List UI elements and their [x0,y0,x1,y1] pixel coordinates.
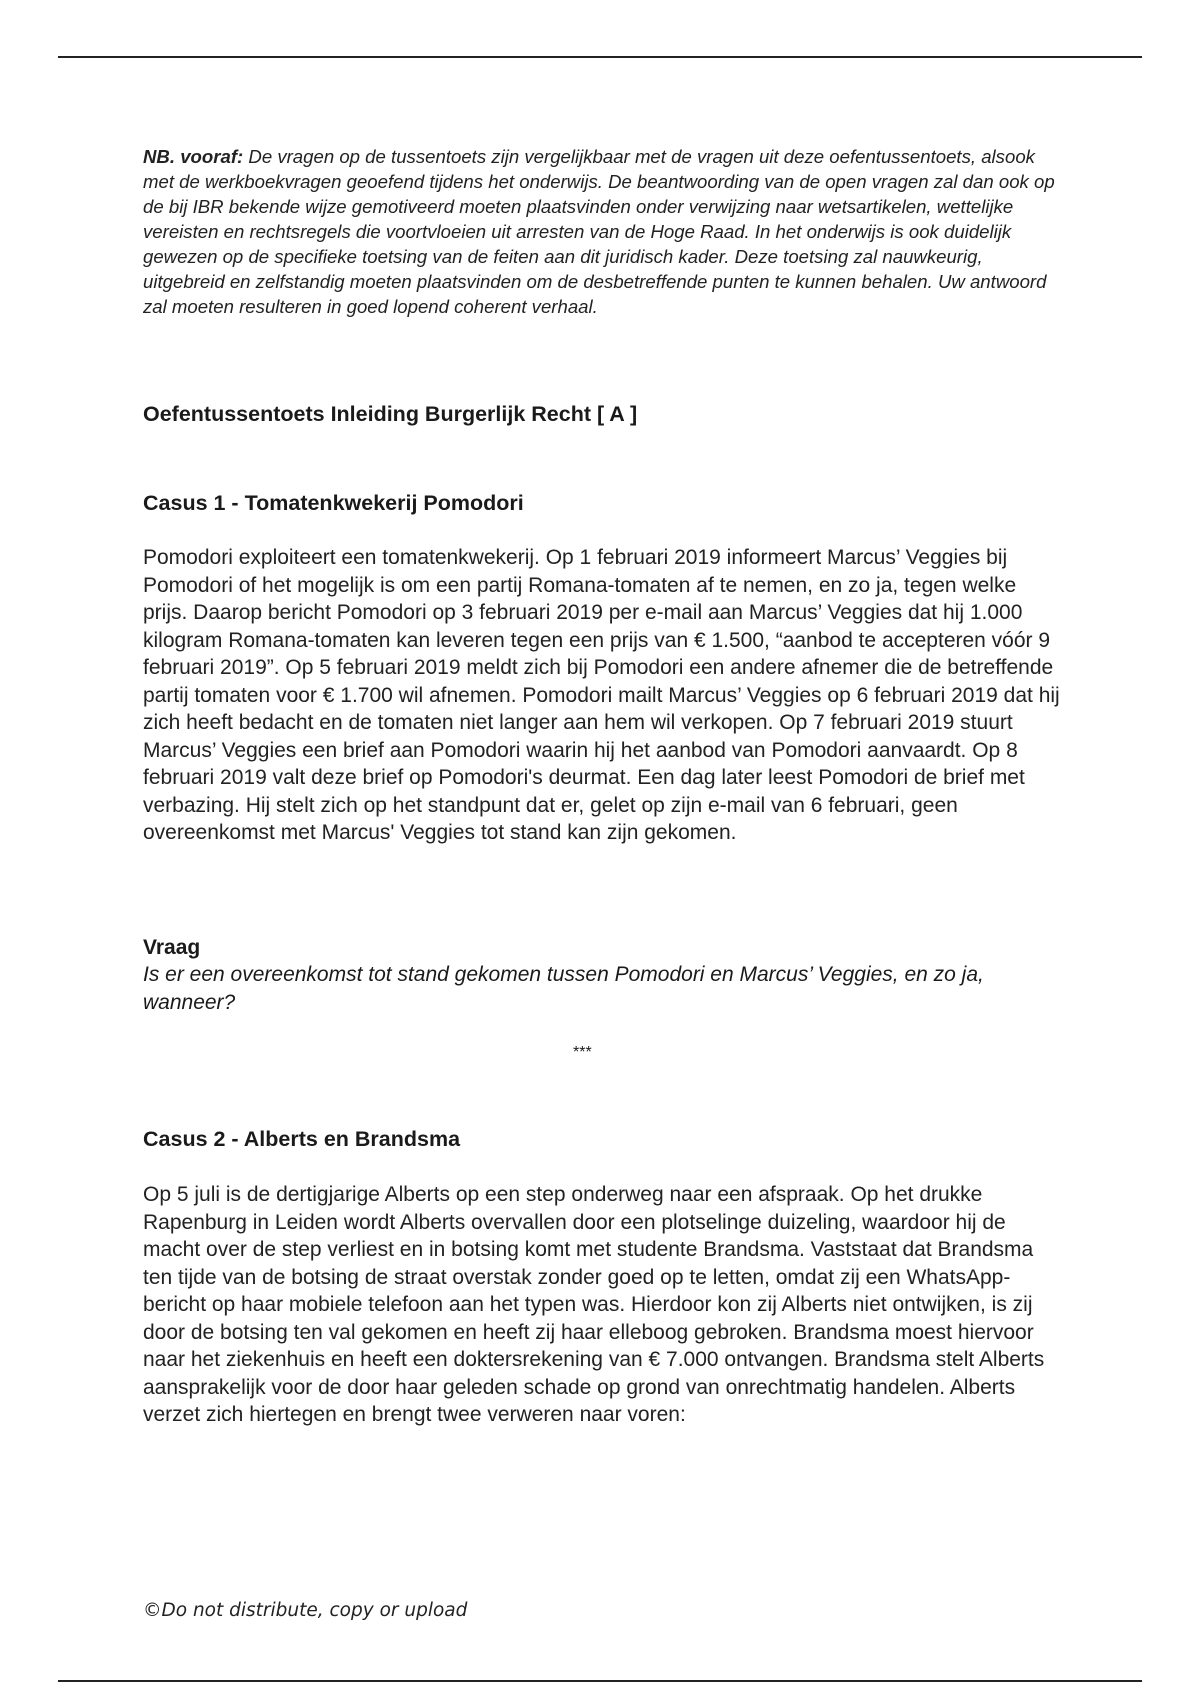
case1-question: Is er een overeenkomst tot stand gekomen tussen Pomodori en Marcus’ Veggies, en zo ja, wanneer? [143,963,984,1014]
case1-body: Pomodori exploiteert een tomatenkwekerij. Op 1 februari 2019 informeert Marcus’ Veggies bij Pomodori of het mogelijk is om een partij Romana-tomaten af te nemen, en zo ja, tegen welke prijs. Daarop bericht Pomodori op 3 februari 2019 per e-mail aan Marcus’ Veggies dat hij 1.000 kilogram Romana-tomaten kan leveren tegen een prijs van € 1.500, “aanbod te accepteren vóór 9 februari 2019”. Op 5 februari 2019 meldt zich bij Pomodori een andere afnemer die de betreffende partij tomaten voor € 1.700 wil afnemen. Pomodori mailt Marcus’ Veggies op 6 februari 2019 dat hij zich heeft bedacht en de tomaten niet langer aan hem wil verkopen. Op 7 februari 2019 stuurt Marcus’ Veggies een brief aan Pomodori waarin hij het aanbod van Pomodori aanvaardt. Op 8 februari 2019 valt deze brief op Pomodori's deurmat. Een dag later leest Pomodori de brief met verbazing. Hij stelt zich op het standpunt dat er, gelet op zijn e-mail van 6 februari, geen overeenkomst met Marcus' Veggies tot stand kan zijn gekomen. [143,546,1060,844]
footer-notice: ©Do not distribute, copy or upload [143,1600,468,1621]
section-separator: *** [573,1044,592,1061]
top-rule [58,56,1142,58]
case1-title: Casus 1 - Tomatenkwekerij Pomodori [143,491,524,515]
case2-body: Op 5 juli is de dertigjarige Alberts op een step onderweg naar een afspraak. Op het drukke Rapenburg in Leiden wordt Alberts overvallen door een plotselinge duizeling, waardoor hij de macht over de step verliest en in botsing komt met studente Brandsma. Vaststaat dat Brandsma ten tijde van de botsing de straat overstak zonder goed op te letten, omdat zij een WhatsApp-bericht op haar mobiele telefoon aan het typen was. Hierdoor kon zij Alberts niet ontwijken, is zij door de botsing ten val gekomen en heeft zij haar elleboog gebroken. Brandsma moest hiervoor naar het ziekenhuis en heeft een doktersrekening van € 7.000 ontvangen. Brandsma stelt Alberts aansprakelijk voor de door haar geleden schade op grond van onrechtmatig handelen. Alberts verzet zich hiertegen en brengt twee verweren naar voren: [143,1183,1045,1426]
intro-label: NB. vooraf: [143,146,244,167]
document-title: Oefentussentoets Inleiding Burgerlijk Recht [ A ] [143,402,638,426]
intro-note [143,144,1063,319]
case2-title: Casus 2 - Alberts en Brandsma [143,1127,461,1151]
page-content [143,144,1063,1426]
case1-question-label: Vraag [143,936,201,959]
bottom-rule [58,1680,1142,1682]
intro-text: De vragen op de tussentoets zijn vergelijkbaar met de vragen uit deze oefentussentoets, alsook met de werkboekvragen geoefend tijdens het onderwijs. De beantwoording van de open vragen zal dan ook op de bij IBR bekende wijze gemotiveerd moeten plaatsvinden onder verwijzing naar wetsartikelen, wettelijke vereisten en rechtsregels die voortvloeien uit arresten van de Hoge Raad. In het onderwijs is ook duidelijk gewezen op de specifieke toetsing van de feiten aan dit juridisch kader. Deze toetsing zal nauwkeurig, uitgebreid en zelfstandig moeten plaatsvinden om de desbetreffende punten te kunnen behalen. Uw antwoord zal moeten resulteren in goed lopend coherent verhaal. [143,146,1055,317]
